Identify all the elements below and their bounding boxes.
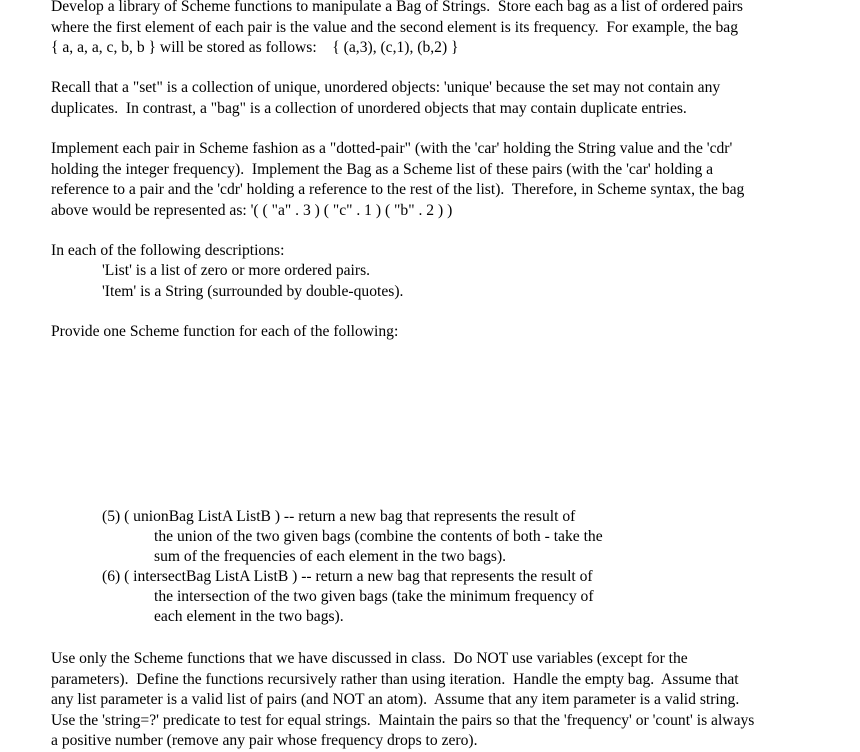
intersect-bag-function <box>102 567 702 628</box>
rules-line: parameters). Define the functions recursively rather than using iteration. Handle the empty bag. Assume that <box>51 670 739 688</box>
set-bag-line: Recall that a "set" is a collection of unique, unordered objects: 'unique' because the set may not contain any <box>51 79 721 96</box>
implementation-line: holding the integer frequency). Implement the Bag as a Scheme list of these pairs (with the 'car' holding a <box>51 160 714 178</box>
intro-paragraph <box>51 0 841 59</box>
implementation-line: above would be represented as: '( ( "a" . 3 ) ( "c" . 1 ) ( "b" . 2 ) ) <box>51 201 453 219</box>
rules-line: Use the 'string=?' predicate to test for equal strings. Maintain the pairs so that the 'frequency' or 'count' is always <box>51 711 755 729</box>
descriptions-heading: In each of the following descriptions: <box>51 242 285 259</box>
function-line: each element in the two bags). <box>154 608 344 626</box>
rules-line: Use only the Scheme functions that we have discussed in class. Do NOT use variables (except for the <box>51 650 688 667</box>
provide-instruction: Provide one Scheme function for each of the following: <box>51 323 399 340</box>
intro-line: { a, a, a, c, b, b } will be stored as follows: { (a,3), (c,1), (b,2) } <box>51 39 459 57</box>
rules-paragraph <box>51 649 841 752</box>
intro-line: Develop a library of Scheme functions to manipulate a Bag of Strings. Store each bag as a list of ordered pairs <box>51 0 743 15</box>
implementation-line: Implement each pair in Scheme fashion as a "dotted-pair" (with the 'car' holding the String value and the 'cdr' <box>51 140 733 157</box>
rules-line: a positive number (remove any pair whose frequency drops to zero). <box>51 732 478 750</box>
implementation-line: reference to a pair and the 'cdr' holding a reference to the rest of the list). Therefore, in Scheme syntax, the bag <box>51 181 745 199</box>
function-line: (5) ( unionBag ListA ListB ) -- return a new bag that represents the result of <box>102 508 576 525</box>
item-definition: 'Item' is a String (surrounded by double-quotes). <box>102 283 404 300</box>
function-line: the intersection of the two given bags (take the minimum frequency of <box>154 588 594 606</box>
function-line: (6) ( intersectBag ListA ListB ) -- return a new bag that represents the result of <box>102 568 593 585</box>
list-definition: 'List' is a list of zero or more ordered pairs. <box>102 262 371 279</box>
implementation-paragraph <box>51 139 841 221</box>
set-bag-paragraph <box>51 78 841 119</box>
rules-line: any list parameter is a valid list of pairs (and NOT an atom). Assume that any item parameter is a valid string. <box>51 691 740 709</box>
intro-line: where the first element of each pair is the value and the second element is its frequency. For example, the bag <box>51 18 739 36</box>
function-line: sum of the frequencies of each element in the two bags). <box>154 548 507 566</box>
union-bag-function <box>102 507 702 568</box>
function-line: the union of the two given bags (combine the contents of both - take the <box>154 528 603 546</box>
set-bag-line: duplicates. In contrast, a "bag" is a collection of unordered objects that may contain duplicate entries. <box>51 99 687 117</box>
